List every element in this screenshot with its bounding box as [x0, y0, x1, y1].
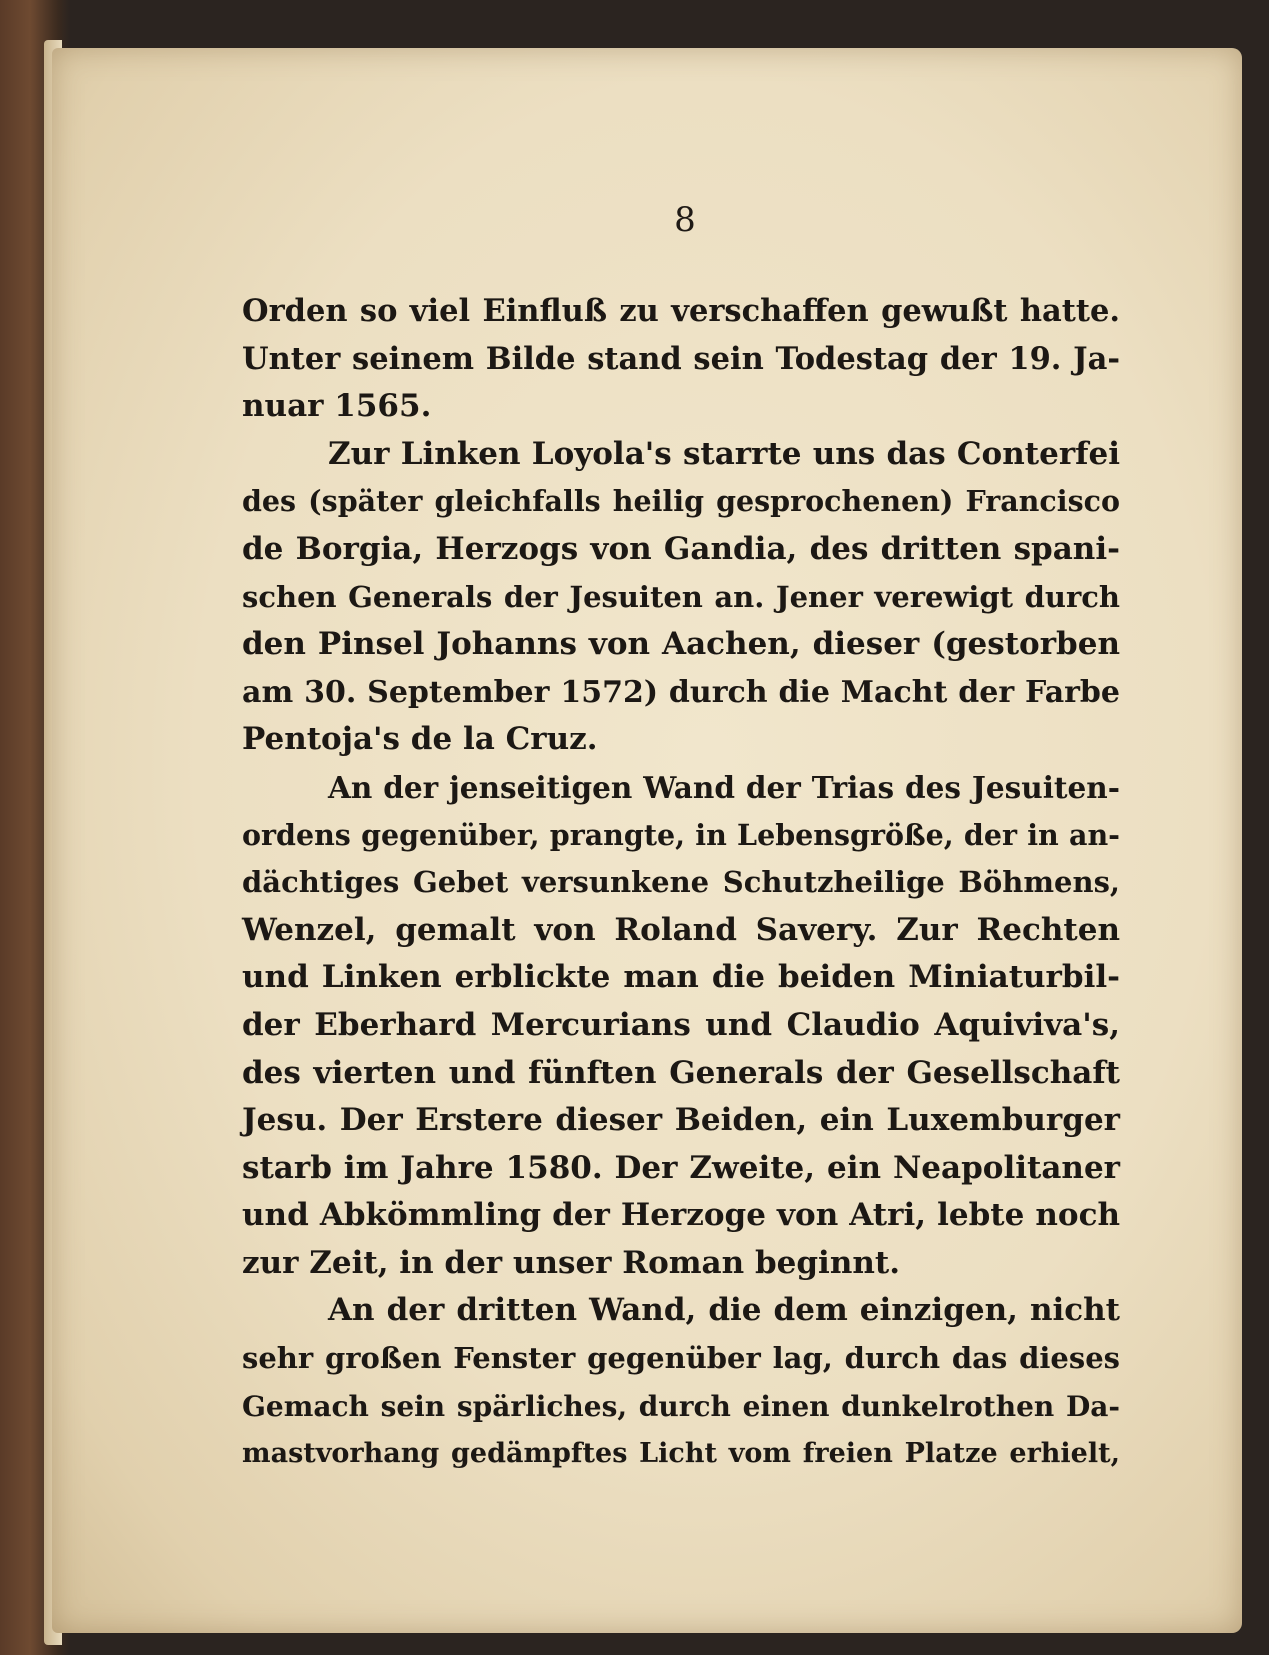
text-line: und Linken erblickte man die beiden Miniaturbil- — [242, 959, 1120, 996]
text-line: zur Zeit, in der unser Roman beginnt. — [242, 1244, 901, 1281]
text-line: des (später gleichfalls heilig gesprochenen) Francisco — [242, 484, 1120, 519]
text-line: mastvorhang gedämpftes Licht vom freien Platze erhielt, — [242, 1438, 1120, 1470]
text-line: An der dritten Wand, die dem einzigen, nicht — [328, 1292, 1120, 1329]
page-number: 8 — [674, 200, 696, 240]
text-line: den Pinsel Johanns von Aachen, dieser (gestorben — [242, 626, 1120, 663]
text-line: Gemach sein spärliches, durch einen dunkelrothen Da- — [242, 1389, 1120, 1423]
body-text — [242, 288, 1120, 1478]
text-line: Wenzel, gemalt von Roland Savery. Zur Rechten — [242, 911, 1120, 948]
text-line: Orden so viel Einfluß zu verschaffen gewußt hatte. — [242, 293, 1120, 329]
text-line: ordens gegenüber, prangte, in Lebensgröße, der in an- — [242, 817, 1120, 852]
text-line: Unter seinem Bilde stand sein Todestag der 19. Ja- — [242, 340, 1120, 377]
text-line: Pentoja's de la Cruz. — [242, 721, 598, 758]
text-line: der Eberhard Mercurians und Claudio Aquiviva's, — [242, 1006, 1120, 1043]
text-line: dächtiges Gebet versunkene Schutzheilige Böhmens, — [242, 865, 1120, 900]
text-line: Zur Linken Loyola's starrte uns das Conterfei — [328, 435, 1120, 472]
text-line: sehr großen Fenster gegenüber lag, durch das dieses — [242, 1341, 1120, 1376]
text-line: am 30. September 1572) durch die Macht der Farbe — [242, 674, 1120, 710]
text-line: schen Generals der Jesuiten an. Jener verewigt durch — [242, 579, 1120, 614]
text-line: Jesu. Der Erstere dieser Beiden, ein Luxemburger — [242, 1102, 1120, 1139]
text-line: nuar 1565. — [242, 388, 432, 425]
text-line: de Borgia, Herzogs von Gandia, des dritten spani- — [242, 530, 1120, 567]
text-line: An der jenseitigen Wand der Trias des Jesuiten- — [328, 769, 1120, 805]
text-line: und Abkömmling der Herzoge von Atri, lebte noch — [242, 1197, 1120, 1234]
text-line: starb im Jahre 1580. Der Zweite, ein Neapolitaner — [242, 1149, 1120, 1186]
text-line: des vierten und fünften Generals der Gesellschaft — [242, 1054, 1120, 1091]
